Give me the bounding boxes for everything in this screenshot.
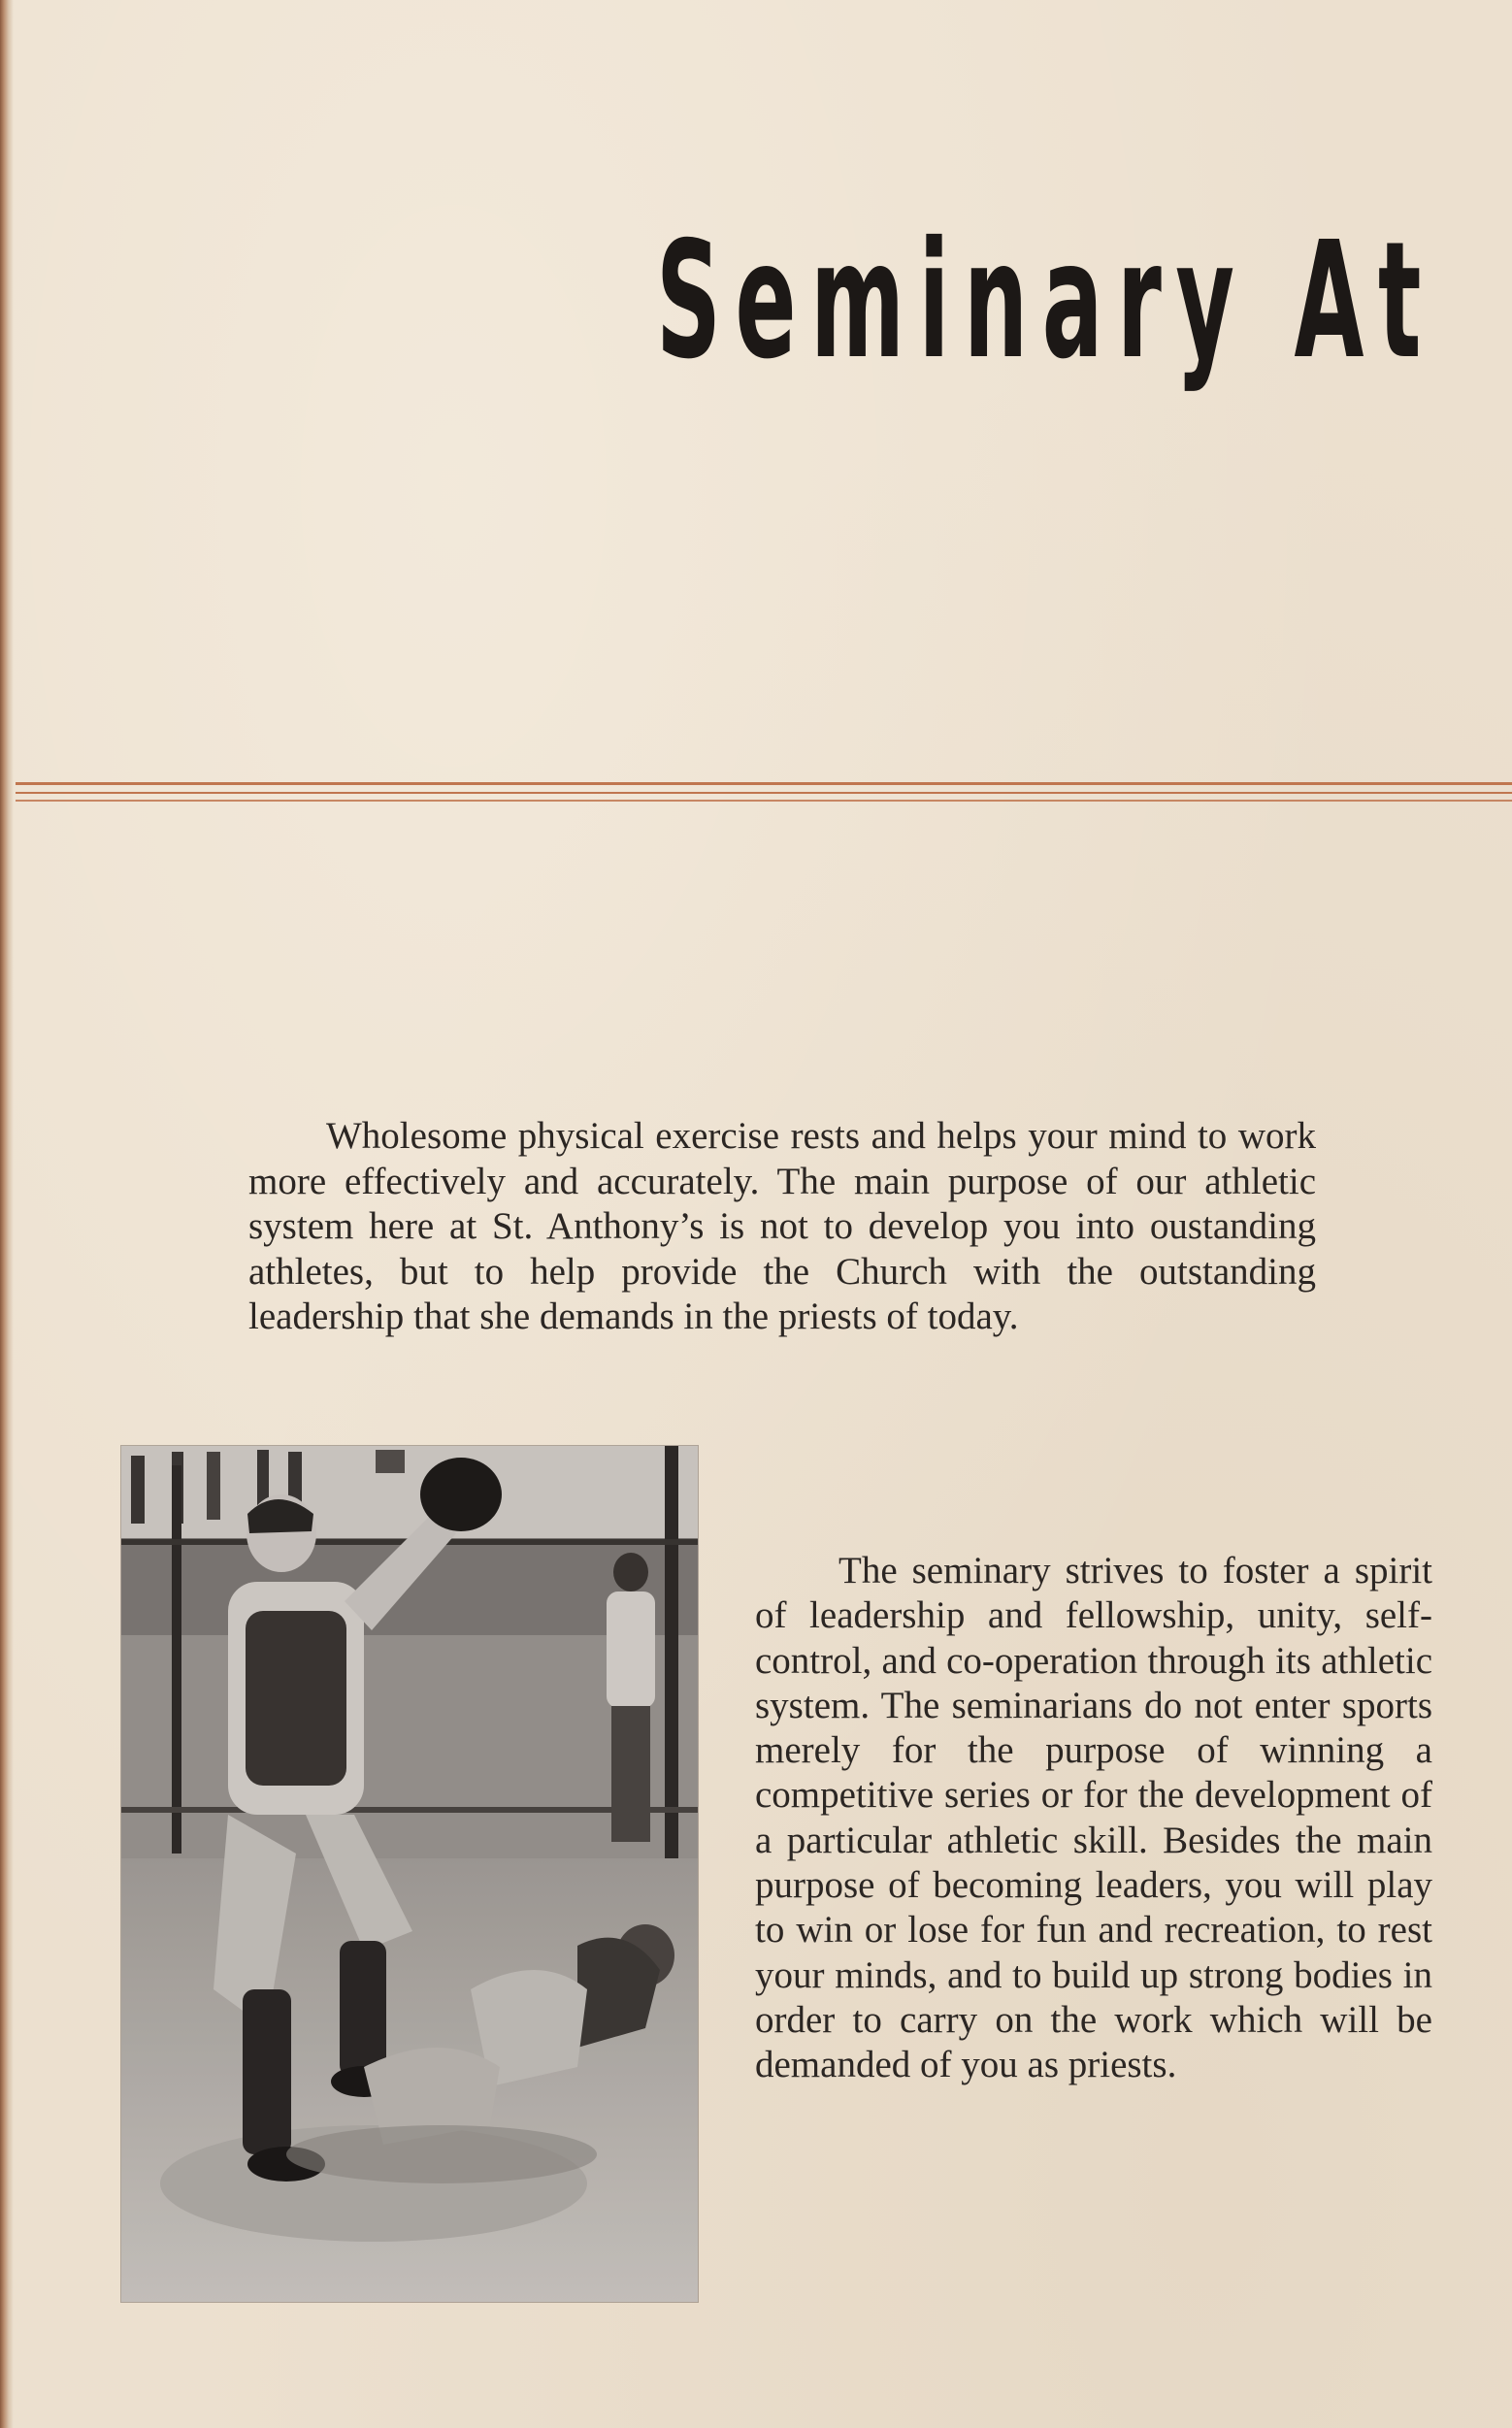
title-area [0, 0, 1512, 505]
header-rule-bottom [16, 800, 1512, 802]
baseball-photo [121, 1446, 698, 2302]
baseball-catcher-photo [121, 1446, 698, 2302]
intro-paragraph: Wholesome physical exercise rests and helps your mind to work more effectively and accurately. The main purpose of our athletic system here at St. Anthony’s is not to develop you into oustanding athletes, but to help provide the Church with the outstanding leadership that she demands in the priests of today. [248, 1115, 1316, 1337]
body-paragraph: The seminary strives to foster a spirit of leadership and fellowship, unity, self-control, and co-operation through its athletic system. The seminarians do not enter sports merely for the purpose of winning a competitive series or for the development of a particular athletic skill. Besides the main purpose of becoming leaders, you will play to win or lose for fun and recreation, to rest your minds, and to build up strong bodies in order to carry on the work which will be demanded of you as priests. [755, 1550, 1432, 2086]
page-title: Seminary At [656, 208, 1435, 395]
header-rule-top [16, 782, 1512, 785]
header-rule-middle [16, 792, 1512, 794]
